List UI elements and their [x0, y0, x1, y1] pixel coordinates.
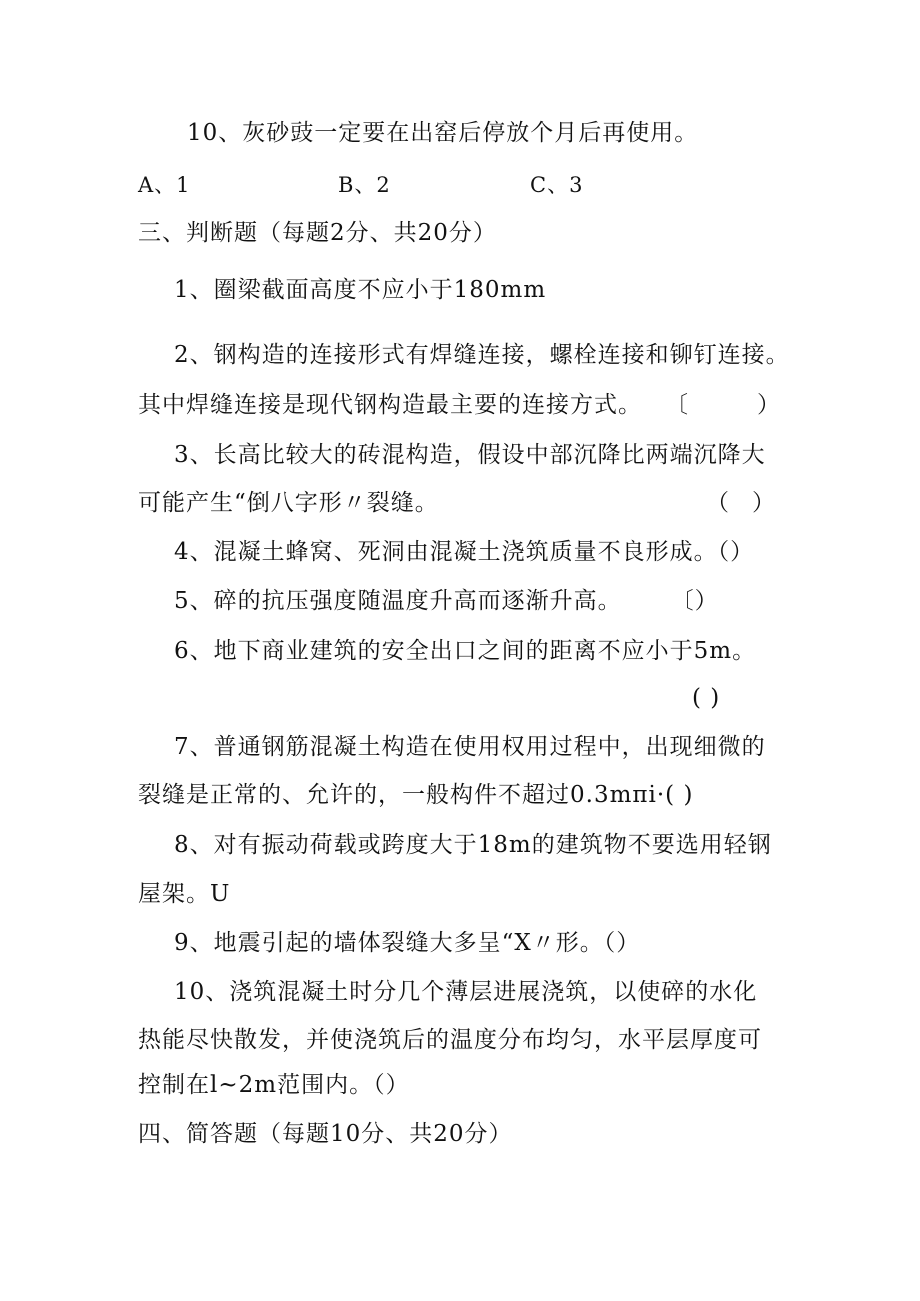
tf-question-7-line2: 裂缝是正常的、允许的，一般构件不超过0.3mπi·( ) [138, 782, 694, 808]
option-a: A、1 [138, 173, 191, 197]
tf-question-9: 9、地震引起的墙体裂缝大多呈“X〃形。（） [174, 930, 641, 956]
tf-question-7-line1: 7、普通钢筋混凝土构造在使用权用过程中，出现细微的 [174, 734, 766, 760]
tf-question-4: 4、混凝土蜂窝、死洞由混凝土浇筑质量不良形成。（） [174, 539, 755, 565]
section-3-heading: 三、判断题（每题2分、共20分） [138, 220, 497, 246]
tf-question-10-line1: 10、浇筑混凝土时分几个薄层进展浇筑，以使碎的水化 [174, 979, 758, 1005]
tf-question-3-line1: 3、长高比较大的砖混构造，假设中部沉降比两端沉降大 [174, 442, 766, 468]
tf-question-6: 6、地下商业建筑的安全出口之间的距离不应小于5m。 [174, 638, 757, 664]
tf-question-5: 5、碎的抗压强度随温度升高而逐渐升高。 〔） [174, 588, 719, 614]
tf-question-10-line2: 热能尽快散发，并使浇筑后的温度分布均匀，水平层厚度可 [138, 1027, 762, 1053]
tf-question-8-line1: 8、对有振动荷载或跨度大于18m的建筑物不要选用轻钢 [174, 832, 772, 858]
tf-question-2-line2: 其中焊缝连接是现代钢构造最主要的连接方式。 [138, 392, 642, 418]
option-b: B、2 [338, 173, 391, 197]
tf-question-1: 1、圈梁截面高度不应小于180mm [174, 277, 547, 303]
tf-question-10-line3: 控制在l~2m范围内。（） [138, 1072, 410, 1098]
tf-question-8-line2: 屋架。U [138, 881, 231, 907]
question-10-mc: 10、灰砂豉一定要在出窑后停放个月后再使用。 [187, 120, 699, 146]
tf-question-3-answer-bracket: （ ） [706, 490, 775, 516]
tf-question-2-answer-bracket: 〔 ） [665, 392, 780, 418]
option-c: C、3 [530, 173, 584, 197]
tf-question-3-line2: 可能产生“倒八字形〃裂缝。 [138, 490, 439, 516]
tf-question-6-answer-bracket: ( ) [692, 685, 721, 711]
section-4-heading: 四、简答题（每题10分、共20分） [138, 1121, 513, 1147]
tf-question-2-line1: 2、钢构造的连接形式有焊缝连接，螺栓连接和铆钉连接。 [174, 342, 790, 368]
